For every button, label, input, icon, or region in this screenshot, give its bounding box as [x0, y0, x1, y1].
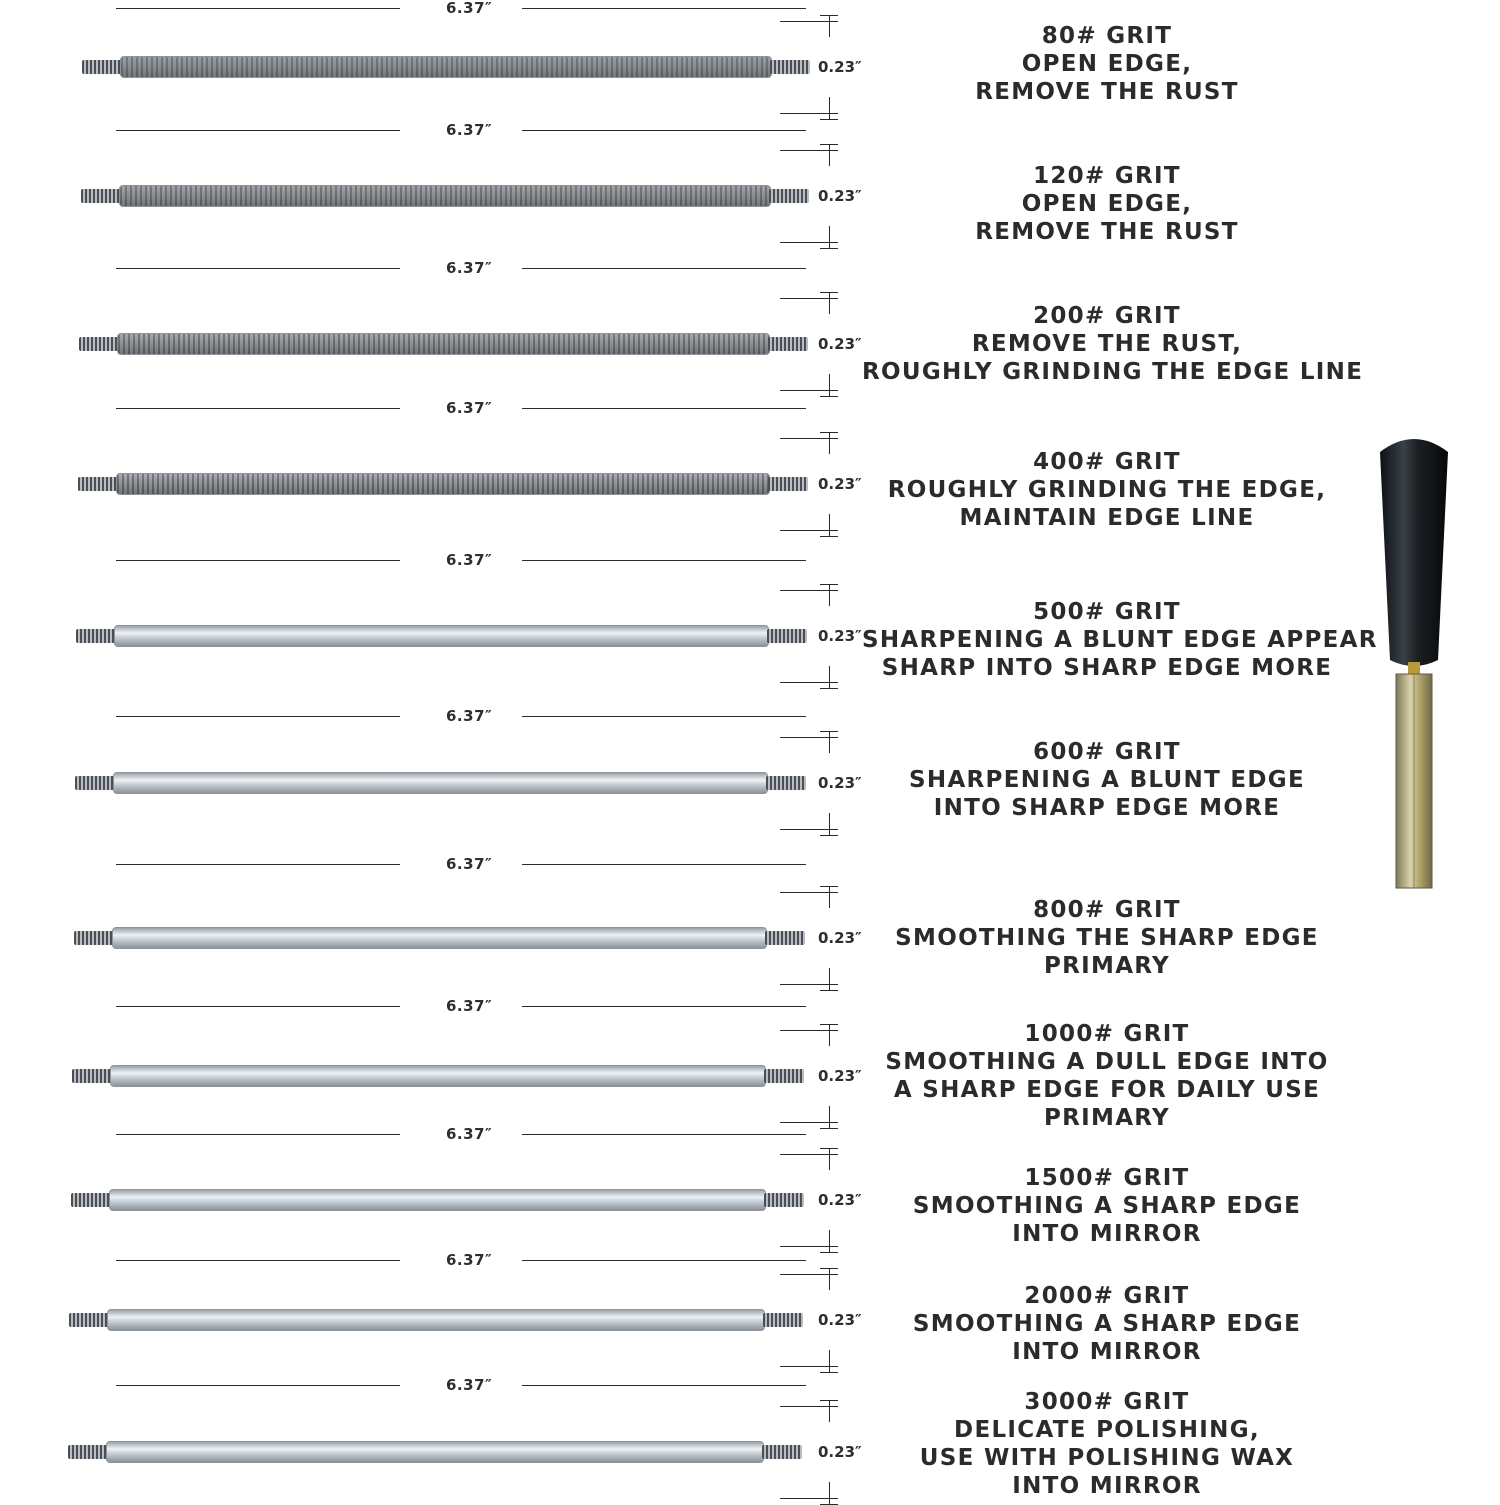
grit-description-line: A SHARP EDGE FOR DAILY USE [893, 1077, 1321, 1103]
rod-thread-left [82, 60, 122, 74]
diameter-label: 0.23″ [818, 58, 862, 76]
diameter-label: 0.23″ [818, 335, 862, 353]
grit-description [862, 302, 1364, 386]
rod-thread-left [69, 1313, 109, 1327]
diameter-tick [820, 119, 838, 120]
length-dimension-line [116, 1385, 400, 1386]
diameter-label: 0.23″ [818, 1311, 862, 1329]
grit-description [862, 448, 1352, 532]
rod-shaft [116, 473, 770, 495]
rod-thread-left [75, 776, 115, 790]
grit-description [862, 896, 1352, 980]
diameter-tick [820, 688, 838, 689]
grit-description-line: USE WITH POLISHING WAX [919, 1445, 1295, 1471]
grit-description [862, 738, 1352, 822]
grit-title: 1500# GRIT [1024, 1165, 1190, 1191]
grit-description-line: ROUGHLY GRINDING THE EDGE, [887, 477, 1327, 503]
grit-title: 2000# GRIT [1024, 1283, 1190, 1309]
diameter-tick [820, 432, 838, 433]
length-dimension-line [116, 560, 400, 561]
grit-description-line: REMOVE THE RUST, [971, 331, 1243, 357]
grit-title: 400# GRIT [1033, 449, 1181, 475]
diameter-tick [829, 226, 830, 248]
length-dimension-line [116, 716, 400, 717]
grit-title: 800# GRIT [1033, 897, 1181, 923]
diameter-tick [829, 1482, 830, 1504]
diameter-tick [820, 1128, 838, 1129]
sharpening-rod [69, 1309, 803, 1331]
diameter-label: 0.23″ [818, 187, 862, 205]
diameter-tick [829, 514, 830, 536]
diameter-tick [820, 1148, 838, 1149]
grit-title: 80# GRIT [1041, 23, 1173, 49]
diameter-tick [829, 1024, 830, 1046]
diameter-tick [820, 144, 838, 145]
rod-shaft [113, 772, 768, 794]
rod-shaft [112, 927, 767, 949]
rod-thread-left [72, 1069, 112, 1083]
grit-description-line: INTO MIRROR [1012, 1221, 1202, 1247]
sharpening-rod [79, 333, 808, 355]
length-dimension-line [116, 1006, 400, 1007]
grit-description-line: SHARP INTO SHARP EDGE MORE [881, 655, 1333, 681]
rod-thread-left [71, 1193, 111, 1207]
diameter-tick [820, 886, 838, 887]
rod-thread-right [769, 189, 809, 203]
rod-thread-right [767, 629, 807, 643]
length-dimension-line [522, 1006, 806, 1007]
diameter-tick [829, 584, 830, 606]
grit-description-line: REMOVE THE RUST [975, 219, 1239, 245]
length-label: 6.37″ [446, 1125, 493, 1143]
sharpening-rod [82, 56, 810, 78]
rod-shaft [107, 1309, 765, 1331]
diameter-tick [829, 1106, 830, 1128]
sharpening-rod [81, 185, 809, 207]
grit-description-line: SHARPENING A BLUNT EDGE [909, 767, 1305, 793]
diameter-tick [820, 584, 838, 585]
length-dimension-line [522, 130, 806, 131]
diameter-tick [820, 248, 838, 249]
grit-description-line: PRIMARY [1043, 953, 1171, 979]
grit-description-line: MAINTAIN EDGE LINE [959, 505, 1255, 531]
rod-thread-right [762, 1445, 802, 1459]
sharpener-handle-icon [1368, 432, 1460, 892]
length-label: 6.37″ [446, 855, 493, 873]
diameter-label: 0.23″ [818, 627, 862, 645]
length-label: 6.37″ [446, 0, 493, 17]
rod-thread-right [764, 1193, 804, 1207]
diameter-tick [829, 731, 830, 753]
diameter-tick [829, 1148, 830, 1170]
length-dimension-line [522, 864, 806, 865]
rod-shaft [106, 1441, 764, 1463]
rod-thread-left [76, 629, 116, 643]
diameter-label: 0.23″ [818, 1191, 862, 1209]
grit-title: 120# GRIT [1033, 163, 1181, 189]
diameter-tick [820, 731, 838, 732]
rod-shaft [119, 185, 771, 207]
length-dimension-line [116, 268, 400, 269]
diameter-tick [829, 886, 830, 908]
length-label: 6.37″ [446, 259, 493, 277]
grit-description-line: PRIMARY [1043, 1105, 1171, 1131]
length-label: 6.37″ [446, 551, 493, 569]
rod-thread-right [766, 776, 806, 790]
diameter-tick [829, 144, 830, 166]
length-dimension-line [522, 1134, 806, 1135]
grit-description [862, 1388, 1352, 1500]
length-label: 6.37″ [446, 399, 493, 417]
rod-thread-left [68, 1445, 108, 1459]
diameter-tick [829, 1400, 830, 1422]
diameter-tick [829, 292, 830, 314]
diameter-tick [829, 968, 830, 990]
grit-description-line: REMOVE THE RUST [975, 79, 1239, 105]
rod-thread-left [81, 189, 121, 203]
diameter-tick [820, 292, 838, 293]
length-label: 6.37″ [446, 997, 493, 1015]
diameter-label: 0.23″ [818, 1443, 862, 1461]
grit-description-line: INTO MIRROR [1012, 1339, 1202, 1365]
grit-description-line: SMOOTHING THE SHARP EDGE [895, 925, 1319, 951]
grit-title: 1000# GRIT [1024, 1021, 1190, 1047]
grit-description-line: OPEN EDGE, [1021, 191, 1193, 217]
grit-description-line: DELICATE POLISHING, [954, 1417, 1260, 1443]
diameter-tick [820, 835, 838, 836]
diameter-tick [820, 990, 838, 991]
grit-description [862, 22, 1352, 106]
sharpening-rod [78, 473, 808, 495]
grit-title: 500# GRIT [1033, 599, 1181, 625]
rod-thread-left [79, 337, 119, 351]
length-dimension-line [116, 1134, 400, 1135]
rod-thread-right [770, 60, 810, 74]
length-dimension-line [522, 716, 806, 717]
sharpening-rod [76, 625, 807, 647]
rod-thread-right [768, 337, 808, 351]
diameter-label: 0.23″ [818, 475, 862, 493]
length-dimension-line [522, 268, 806, 269]
grit-description [862, 598, 1378, 682]
diameter-tick [820, 536, 838, 537]
grit-description-line: INTO MIRROR [1012, 1473, 1202, 1499]
grit-description-line: SHARPENING A BLUNT EDGE APPEAR [862, 627, 1378, 653]
rod-shaft [120, 56, 772, 78]
diameter-label: 0.23″ [818, 774, 862, 792]
length-dimension-line [116, 1260, 400, 1261]
diameter-label: 0.23″ [818, 1067, 862, 1085]
diameter-tick [820, 1252, 838, 1253]
diameter-tick [829, 813, 830, 835]
length-dimension-line [522, 408, 806, 409]
length-dimension-line [522, 1385, 806, 1386]
length-dimension-line [522, 8, 806, 9]
diameter-tick [829, 1230, 830, 1252]
grit-description-line: SMOOTHING A SHARP EDGE [912, 1311, 1302, 1337]
length-label: 6.37″ [446, 1251, 493, 1269]
grit-title: 600# GRIT [1033, 739, 1181, 765]
diameter-tick [820, 1400, 838, 1401]
grit-description-line: SMOOTHING A DULL EDGE INTO [885, 1049, 1329, 1075]
grit-title: 3000# GRIT [1024, 1389, 1190, 1415]
sharpening-rod [71, 1189, 804, 1211]
length-label: 6.37″ [446, 707, 493, 725]
length-dimension-line [522, 1260, 806, 1261]
grit-description [862, 162, 1352, 246]
diameter-tick [829, 15, 830, 37]
rod-shaft [114, 625, 769, 647]
length-dimension-line [116, 130, 400, 131]
rod-shaft [110, 1065, 766, 1087]
sharpening-rod [75, 772, 806, 794]
sharpening-rod [74, 927, 805, 949]
grit-description [862, 1020, 1352, 1132]
rod-thread-right [765, 931, 805, 945]
diameter-tick [829, 1350, 830, 1372]
diameter-tick [820, 1024, 838, 1025]
diameter-tick [829, 666, 830, 688]
sharpening-rod [72, 1065, 804, 1087]
rod-shaft [109, 1189, 766, 1211]
rod-thread-right [768, 477, 808, 491]
length-dimension-line [522, 560, 806, 561]
rod-thread-left [78, 477, 118, 491]
grit-description-line: SMOOTHING A SHARP EDGE [912, 1193, 1302, 1219]
length-label: 6.37″ [446, 121, 493, 139]
diameter-tick [820, 1268, 838, 1269]
diameter-tick [829, 374, 830, 396]
grit-description [862, 1282, 1352, 1366]
length-label: 6.37″ [446, 1376, 493, 1394]
length-dimension-line [116, 8, 400, 9]
grit-description [862, 1164, 1352, 1248]
diameter-label: 0.23″ [818, 929, 862, 947]
rod-shaft [117, 333, 770, 355]
diameter-tick [820, 15, 838, 16]
diameter-tick [820, 1372, 838, 1373]
diameter-tick [829, 97, 830, 119]
diameter-tick [829, 432, 830, 454]
rod-thread-right [763, 1313, 803, 1327]
grit-description-line: OPEN EDGE, [1021, 51, 1193, 77]
rod-thread-left [74, 931, 114, 945]
diameter-tick [829, 1268, 830, 1290]
grit-description-line: ROUGHLY GRINDING THE EDGE LINE [862, 359, 1364, 385]
length-dimension-line [116, 864, 400, 865]
sharpening-rod [68, 1441, 802, 1463]
grit-description-line: INTO SHARP EDGE MORE [933, 795, 1281, 821]
diameter-tick [820, 396, 838, 397]
rod-thread-right [764, 1069, 804, 1083]
length-dimension-line [116, 408, 400, 409]
grit-title: 200# GRIT [1033, 303, 1181, 329]
